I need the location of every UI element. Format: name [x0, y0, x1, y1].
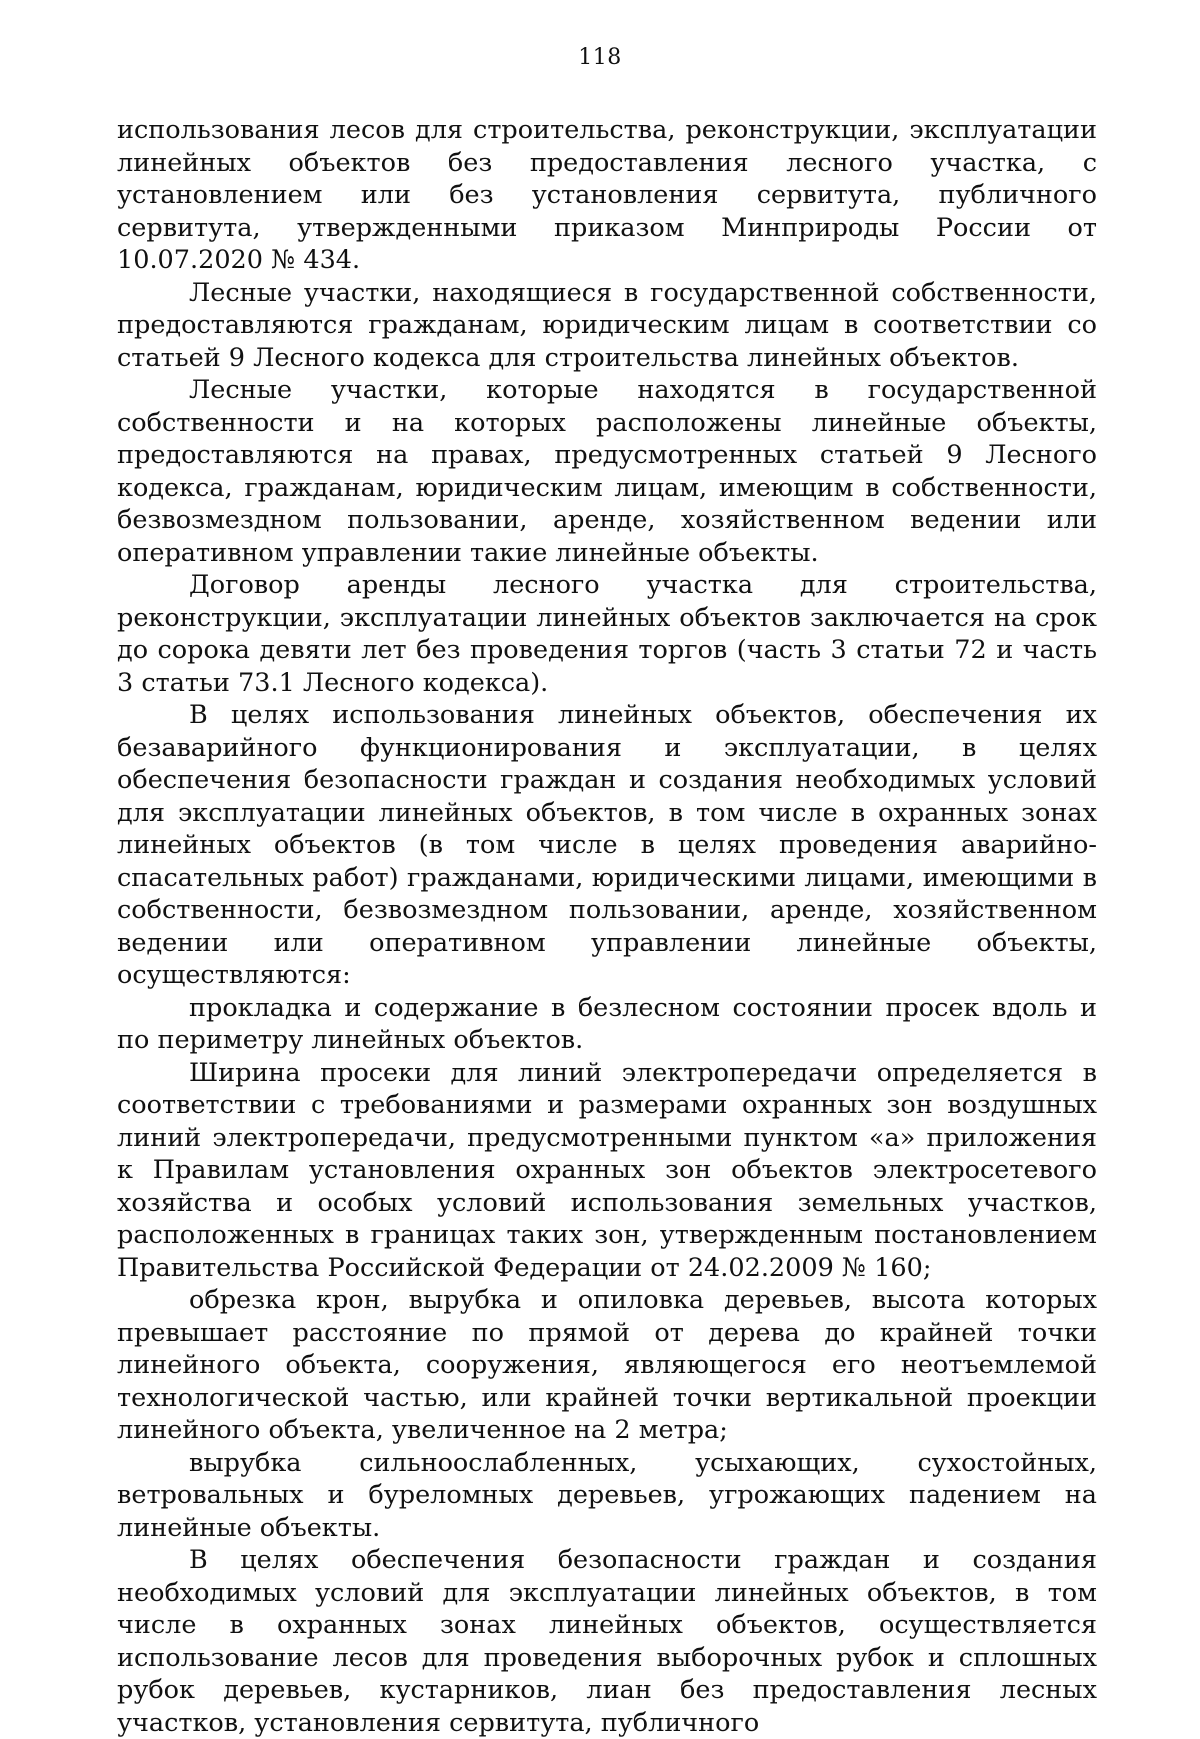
paragraph: Договор аренды лесного участка для строительства, реконструкции, эксплуатации линейных объектов заключается на срок до сорока девяти лет без проведения торгов (часть 3 статьи 72 и часть 3 статьи 73.1 Лесного кодекса). [117, 570, 1097, 698]
paragraph: вырубка сильноослабленных, усыхающих, сухостойных, ветровальных и буреломных деревьев, угрожающих падением на линейные объекты. [117, 1447, 1097, 1543]
document-body [117, 114, 1097, 1739]
paragraph: Ширина просеки для линий электропередачи определяется в соответствии с требованиями и размерами охранных зон воздушных линий электропередачи, предусмотренными пунктом «а» приложения к Правилам установления охранных зон объектов электросетевого хозяйства и особых условий использования земельных участков, расположенных в границах таких зон, утвержденным постановлением Правительства Российской Федерации от 24.02.2009 № 160; [117, 1057, 1097, 1283]
paragraph: В целях обеспечения безопасности граждан и создания необходимых условий для эксплуатации линейных объектов, в том числе в охранных зонах линейных объектов, осуществляется использование лесов для проведения выборочных рубок и сплошных рубок деревьев, кустарников, лиан без предоставления лесных участков, установления сервитута, публичного [117, 1545, 1097, 1738]
paragraph-continuation: использования лесов для строительства, реконструкции, эксплуатации линейных объектов без предоставления лесного участка, с установлением или без установления сервитута, публичного сервитута, утвержденными приказом Минприроды России от 10.07.2020 № 434. [117, 115, 1097, 275]
paragraph: обрезка крон, вырубка и опиловка деревьев, высота которых превышает расстояние по прямой от дерева до крайней точки линейного объекта, сооружения, являющегося его неотъемлемой технологической частью, или крайней точки вертикальной проекции линейного объекта, увеличенное на 2 метра; [117, 1285, 1097, 1445]
page-number: 118 [578, 45, 622, 70]
paragraph: Лесные участки, которые находятся в государственной собственности и на которых расположены линейные объекты, предоставляются на правах, предусмотренных статьей 9 Лесного кодекса, гражданам, юридическим лицам, имеющим в собственности, безвозмездном пользовании, аренде, хозяйственном ведении или оперативном управлении такие линейные объекты. [117, 375, 1097, 568]
paragraph: Лесные участки, находящиеся в государственной собственности, предоставляются гражданам, юридическим лицам в соответствии со статьей 9 Лесного кодекса для строительства линейных объектов. [117, 277, 1097, 373]
paragraph: В целях использования линейных объектов, обеспечения их безаварийного функционирования и эксплуатации, в целях обеспечения безопасности граждан и создания необходимых условий для эксплуатации линейных объектов, в том числе в охранных зонах линейных объектов (в том числе в целях проведения аварийно-спасательных работ) гражданами, юридическими лицами, имеющими в собственности, безвозмездном пользовании, аренде, хозяйственном ведении или оперативном управлении линейные объекты, осуществляются: [117, 700, 1097, 990]
paragraph: прокладка и содержание в безлесном состоянии просек вдоль и по периметру линейных объектов. [117, 992, 1097, 1055]
